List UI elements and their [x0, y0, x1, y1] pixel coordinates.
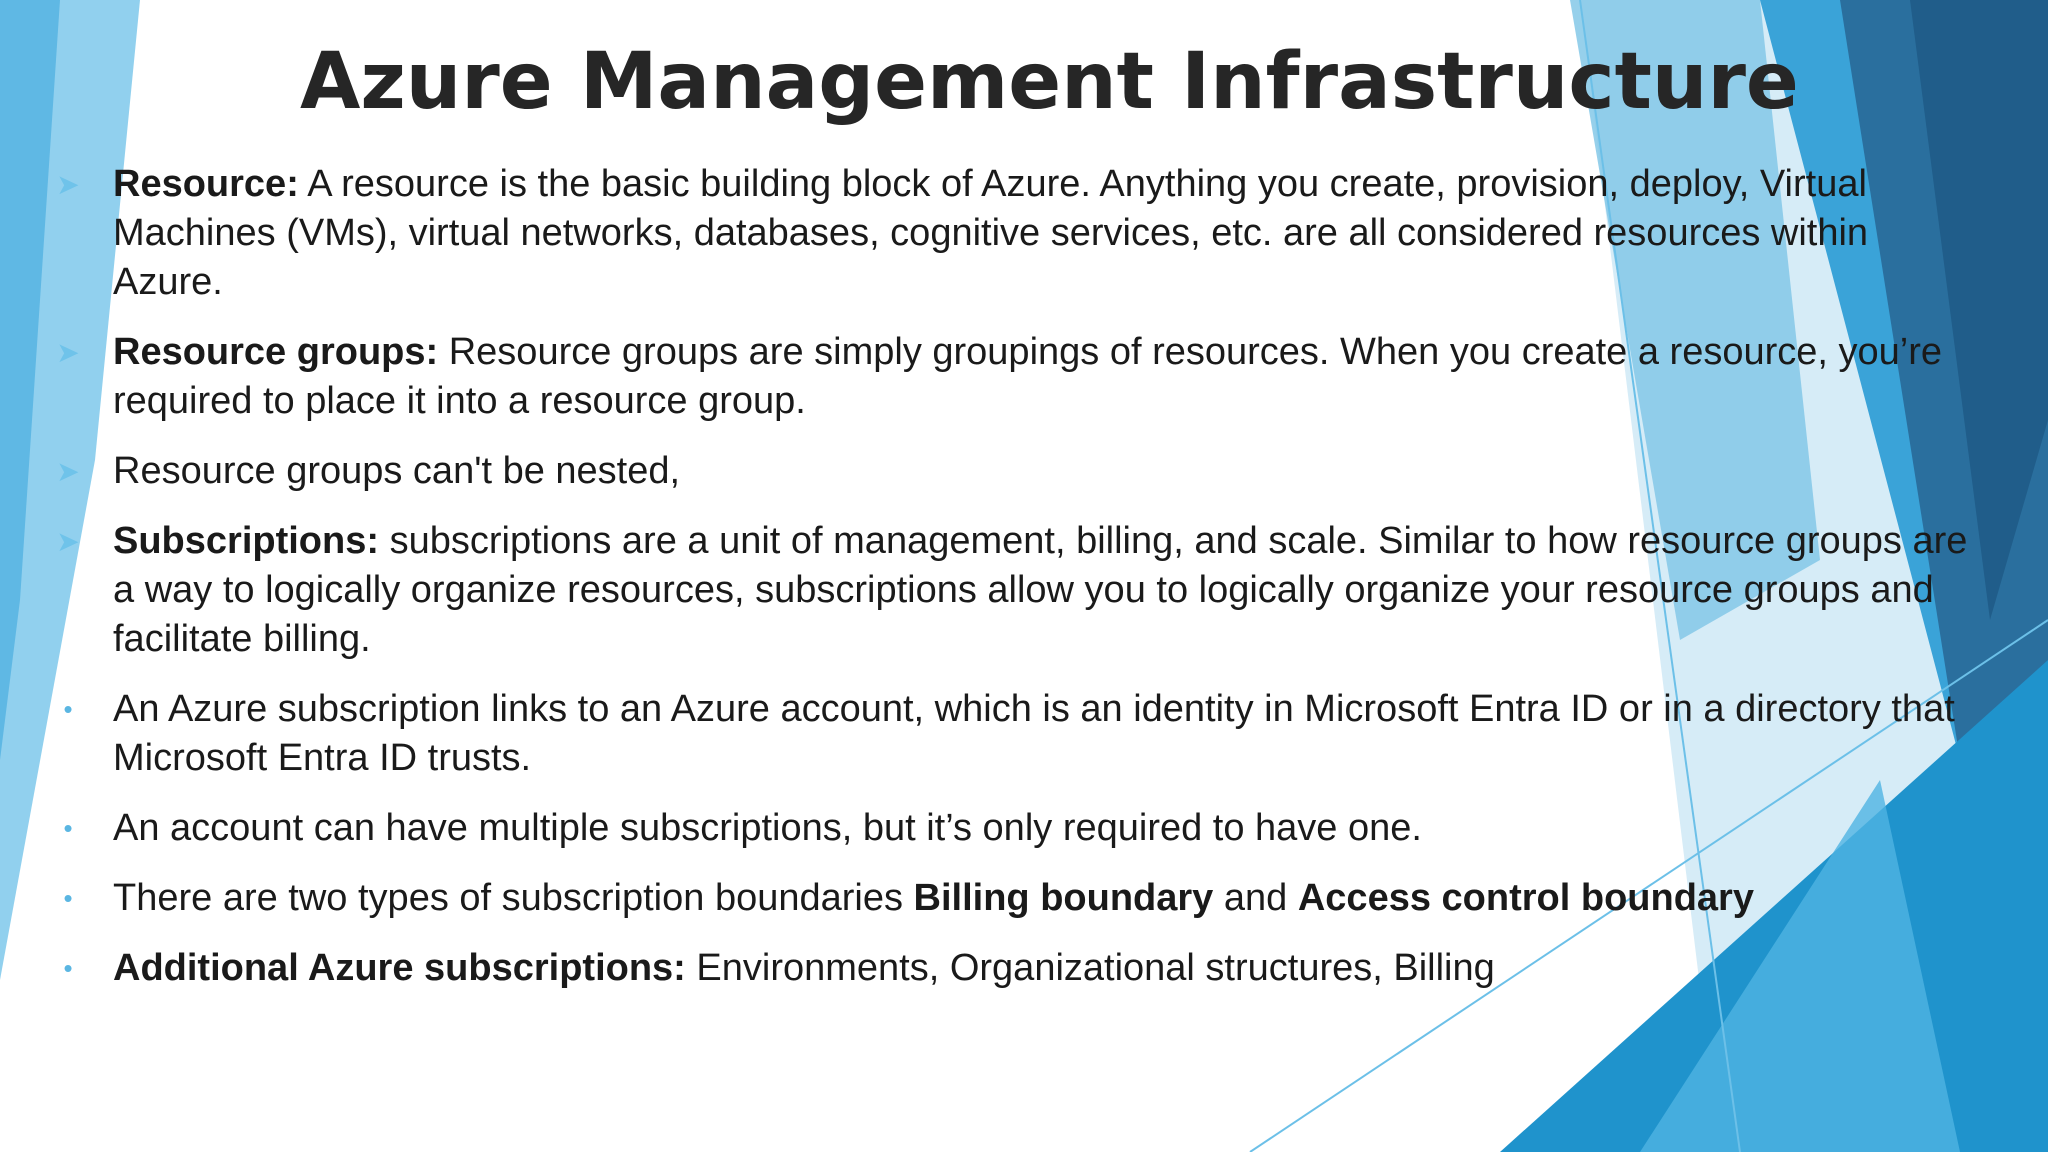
bullet-term: Additional Azure subscriptions: [113, 947, 686, 989]
bullet-additional-subscriptions [63, 944, 1983, 993]
bullet-resource [56, 160, 1983, 307]
bullet-boundaries [63, 874, 1983, 923]
bullet-term: Access control boundary [1297, 877, 1754, 919]
dot-bullet-icon: • [63, 953, 73, 983]
arrow-bullet-icon: ➤ [56, 456, 80, 487]
dot-bullet-icon: • [63, 883, 73, 913]
bullet-multiple-subscriptions [63, 804, 1983, 853]
dot-bullet-icon: • [63, 813, 73, 843]
bullet-subscription-links [63, 685, 1983, 783]
bullet-text: Resource groups are simply groupings of resources. When you create a resource, you’re required to place it into a resource group. [113, 331, 1943, 422]
bullet-text: An account can have multiple subscriptions, but it’s only required to have one. [113, 807, 1422, 849]
bullet-text: An Azure subscription links to an Azure account, which is an identity in Microsoft Entra ID or in a directory that Microsoft Entra ID trusts. [113, 688, 1955, 779]
slide-title: Azure Management Infrastructure [300, 37, 1799, 127]
bullet-nested [56, 447, 1983, 496]
bullet-text: A resource is the basic building block of Azure. Anything you create, provision, deploy, Virtual Machines (VMs), virtual networks, databases, cognitive services, etc. are all considered resources within Azure. [113, 163, 1869, 303]
arrow-bullet-icon: ➤ [56, 526, 80, 557]
bullet-text: and [1213, 877, 1298, 919]
bullet-term: Billing boundary [913, 877, 1214, 919]
bullet-term: Resource groups: [113, 331, 439, 373]
bullet-resource-groups [56, 328, 1983, 426]
bullet-text: Resource groups can't be nested, [113, 450, 681, 492]
arrow-bullet-icon: ➤ [56, 337, 80, 368]
bullet-subscriptions [56, 517, 1983, 664]
bullet-list [56, 160, 1983, 1014]
bullet-term: Resource: [113, 163, 299, 205]
bullet-text: There are two types of subscription boundaries [113, 877, 914, 919]
dot-bullet-icon: • [63, 694, 73, 724]
bullet-term: Subscriptions: [113, 520, 380, 562]
bullet-text: Environments, Organizational structures, Billing [685, 947, 1495, 989]
bullet-text: subscriptions are a unit of management, billing, and scale. Similar to how resource groups are a way to logically organize resources, subscriptions allow you to logically organize your resource groups and facilitate billing. [113, 520, 1968, 660]
arrow-bullet-icon: ➤ [56, 169, 80, 200]
